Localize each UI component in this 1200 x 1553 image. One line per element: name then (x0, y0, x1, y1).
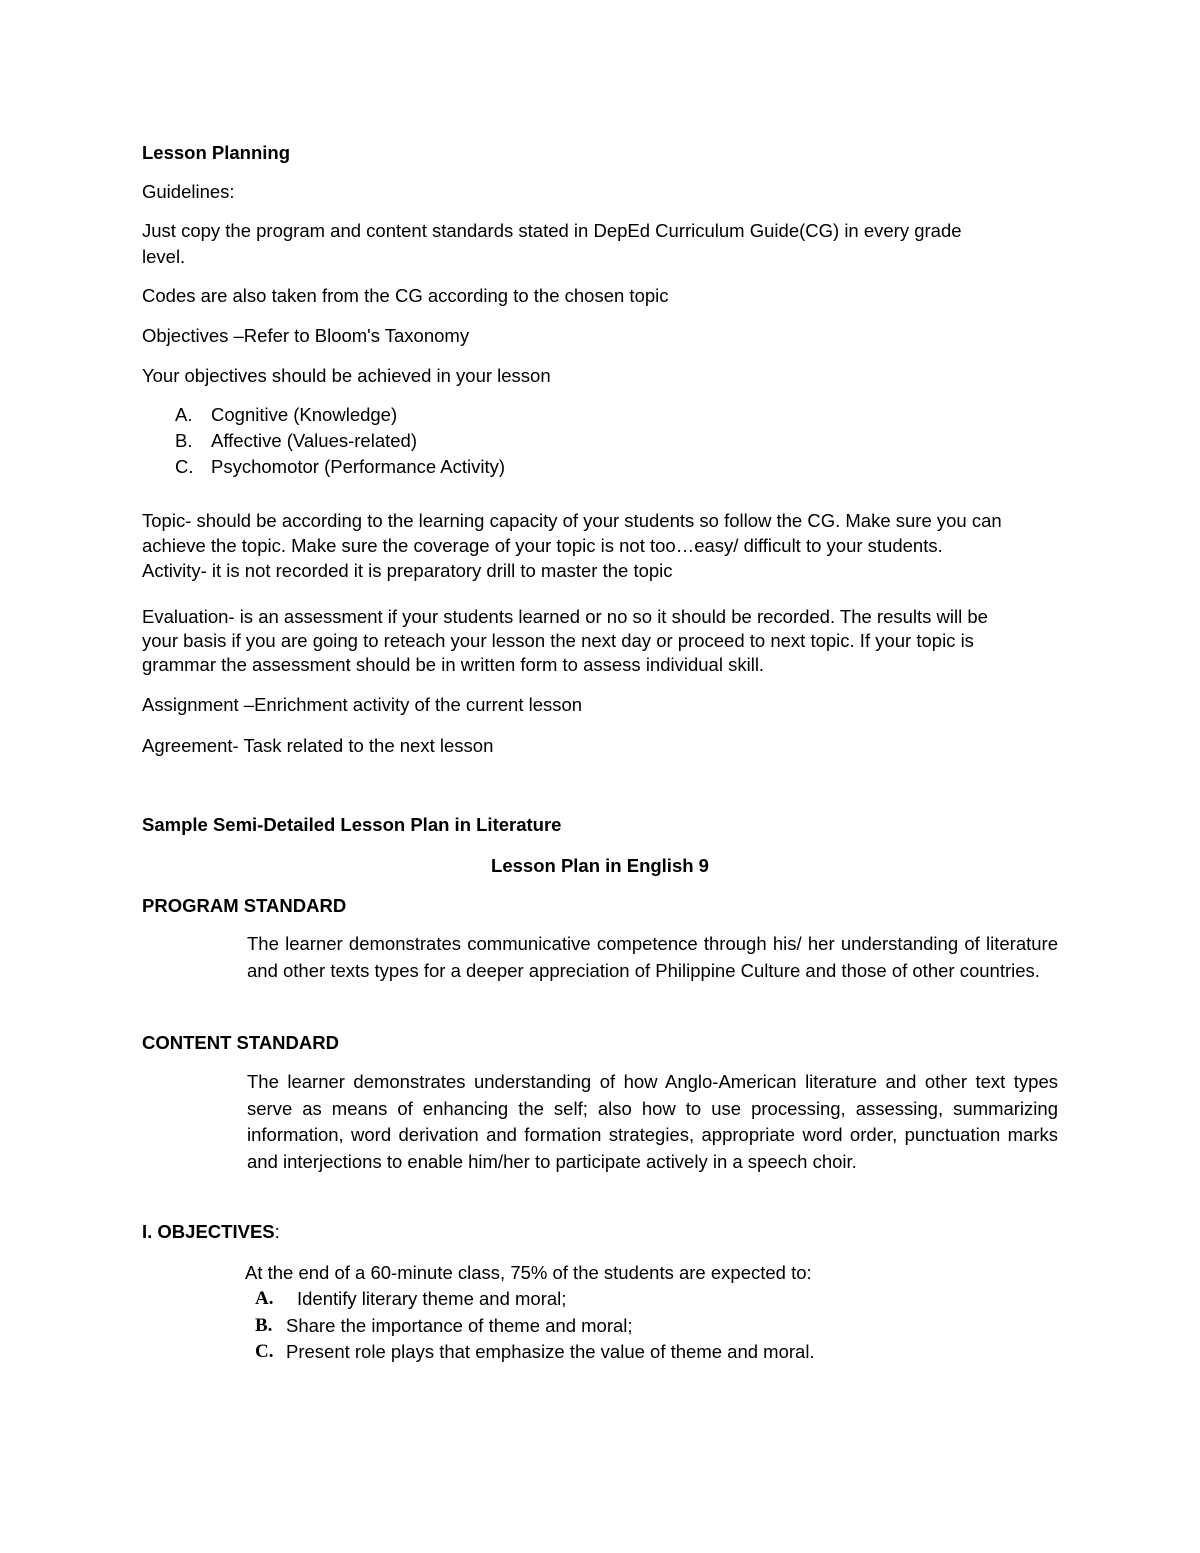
sample-heading: Sample Semi-Detailed Lesson Plan in Literature (142, 814, 562, 835)
list-marker: B. (255, 1315, 273, 1336)
objectives-label: I. OBJECTIVES (142, 1221, 275, 1242)
guideline-evaluation-line2: your basis if you are going to reteach your lesson the next day or proceed to next topic. If your topic is (142, 630, 974, 651)
guideline-copy-line2: level. (142, 246, 186, 267)
list-text: Psychomotor (Performance Activity) (211, 456, 506, 477)
guideline-activity: Activity- it is not recorded it is preparatory drill to master the topic (142, 560, 673, 581)
program-standard-label: PROGRAM STANDARD (142, 895, 347, 916)
list-marker: A. (255, 1288, 274, 1309)
list-marker: C. (175, 456, 194, 477)
objectives-colon: : (274, 1221, 280, 1242)
list-marker: A. (175, 404, 193, 425)
list-text: Present role plays that emphasize the value of theme and moral. (286, 1341, 815, 1362)
list-marker: B. (175, 430, 193, 451)
guideline-topic-line1: Topic- should be according to the learning capacity of your students so follow the CG. Make sure you can (142, 510, 1002, 531)
guideline-achieved: Your objectives should be achieved in your lesson (142, 365, 551, 386)
list-marker: C. (255, 1341, 274, 1362)
list-text: Cognitive (Knowledge) (211, 404, 398, 425)
guidelines-label: Guidelines: (142, 181, 235, 202)
objectives-intro: At the end of a 60-minute class, 75% of the students are expected to: (245, 1262, 812, 1283)
objectives-heading (142, 1220, 280, 1244)
guideline-agreement: Agreement- Task related to the next lesson (142, 735, 494, 756)
list-text: Identify literary theme and moral; (297, 1288, 567, 1309)
list-text: Share the importance of theme and moral; (286, 1315, 633, 1336)
guideline-codes: Codes are also taken from the CG according to the chosen topic (142, 285, 669, 306)
lesson-planning-title: Lesson Planning (142, 142, 291, 163)
program-standard-text: The learner demonstrates communicative competence through his/ her understanding of literature and other texts types for a deeper appreciation of Philippine Culture and those of other countries. (247, 933, 1058, 981)
guideline-evaluation-line1: Evaluation- is an assessment if your students learned or no so it should be recorded. The results will be (142, 606, 988, 627)
content-standard-label: CONTENT STANDARD (142, 1032, 339, 1053)
guideline-assignment: Assignment –Enrichment activity of the current lesson (142, 694, 583, 715)
content-standard-text: The learner demonstrates understanding of how Anglo-American literature and other text types serve as means of enhancing the self; also how to use processing, assessing, summarizing information, word derivation and formation strategies, appropriate word order, punctuation marks and interjections to enable him/her to participate actively in a speech choir. (247, 1071, 1058, 1172)
guideline-topic-line2: achieve the topic. Make sure the coverage of your topic is not too…easy/ difficult to your students. (142, 535, 943, 556)
plan-title: Lesson Plan in English 9 (491, 855, 709, 876)
guideline-evaluation-line3: grammar the assessment should be in written form to assess individual skill. (142, 654, 765, 675)
guideline-objectives: Objectives –Refer to Bloom's Taxonomy (142, 325, 470, 346)
guideline-copy-line1: Just copy the program and content standards stated in DepEd Curriculum Guide(CG) in every grade (142, 220, 962, 241)
list-text: Affective (Values-related) (211, 430, 417, 451)
